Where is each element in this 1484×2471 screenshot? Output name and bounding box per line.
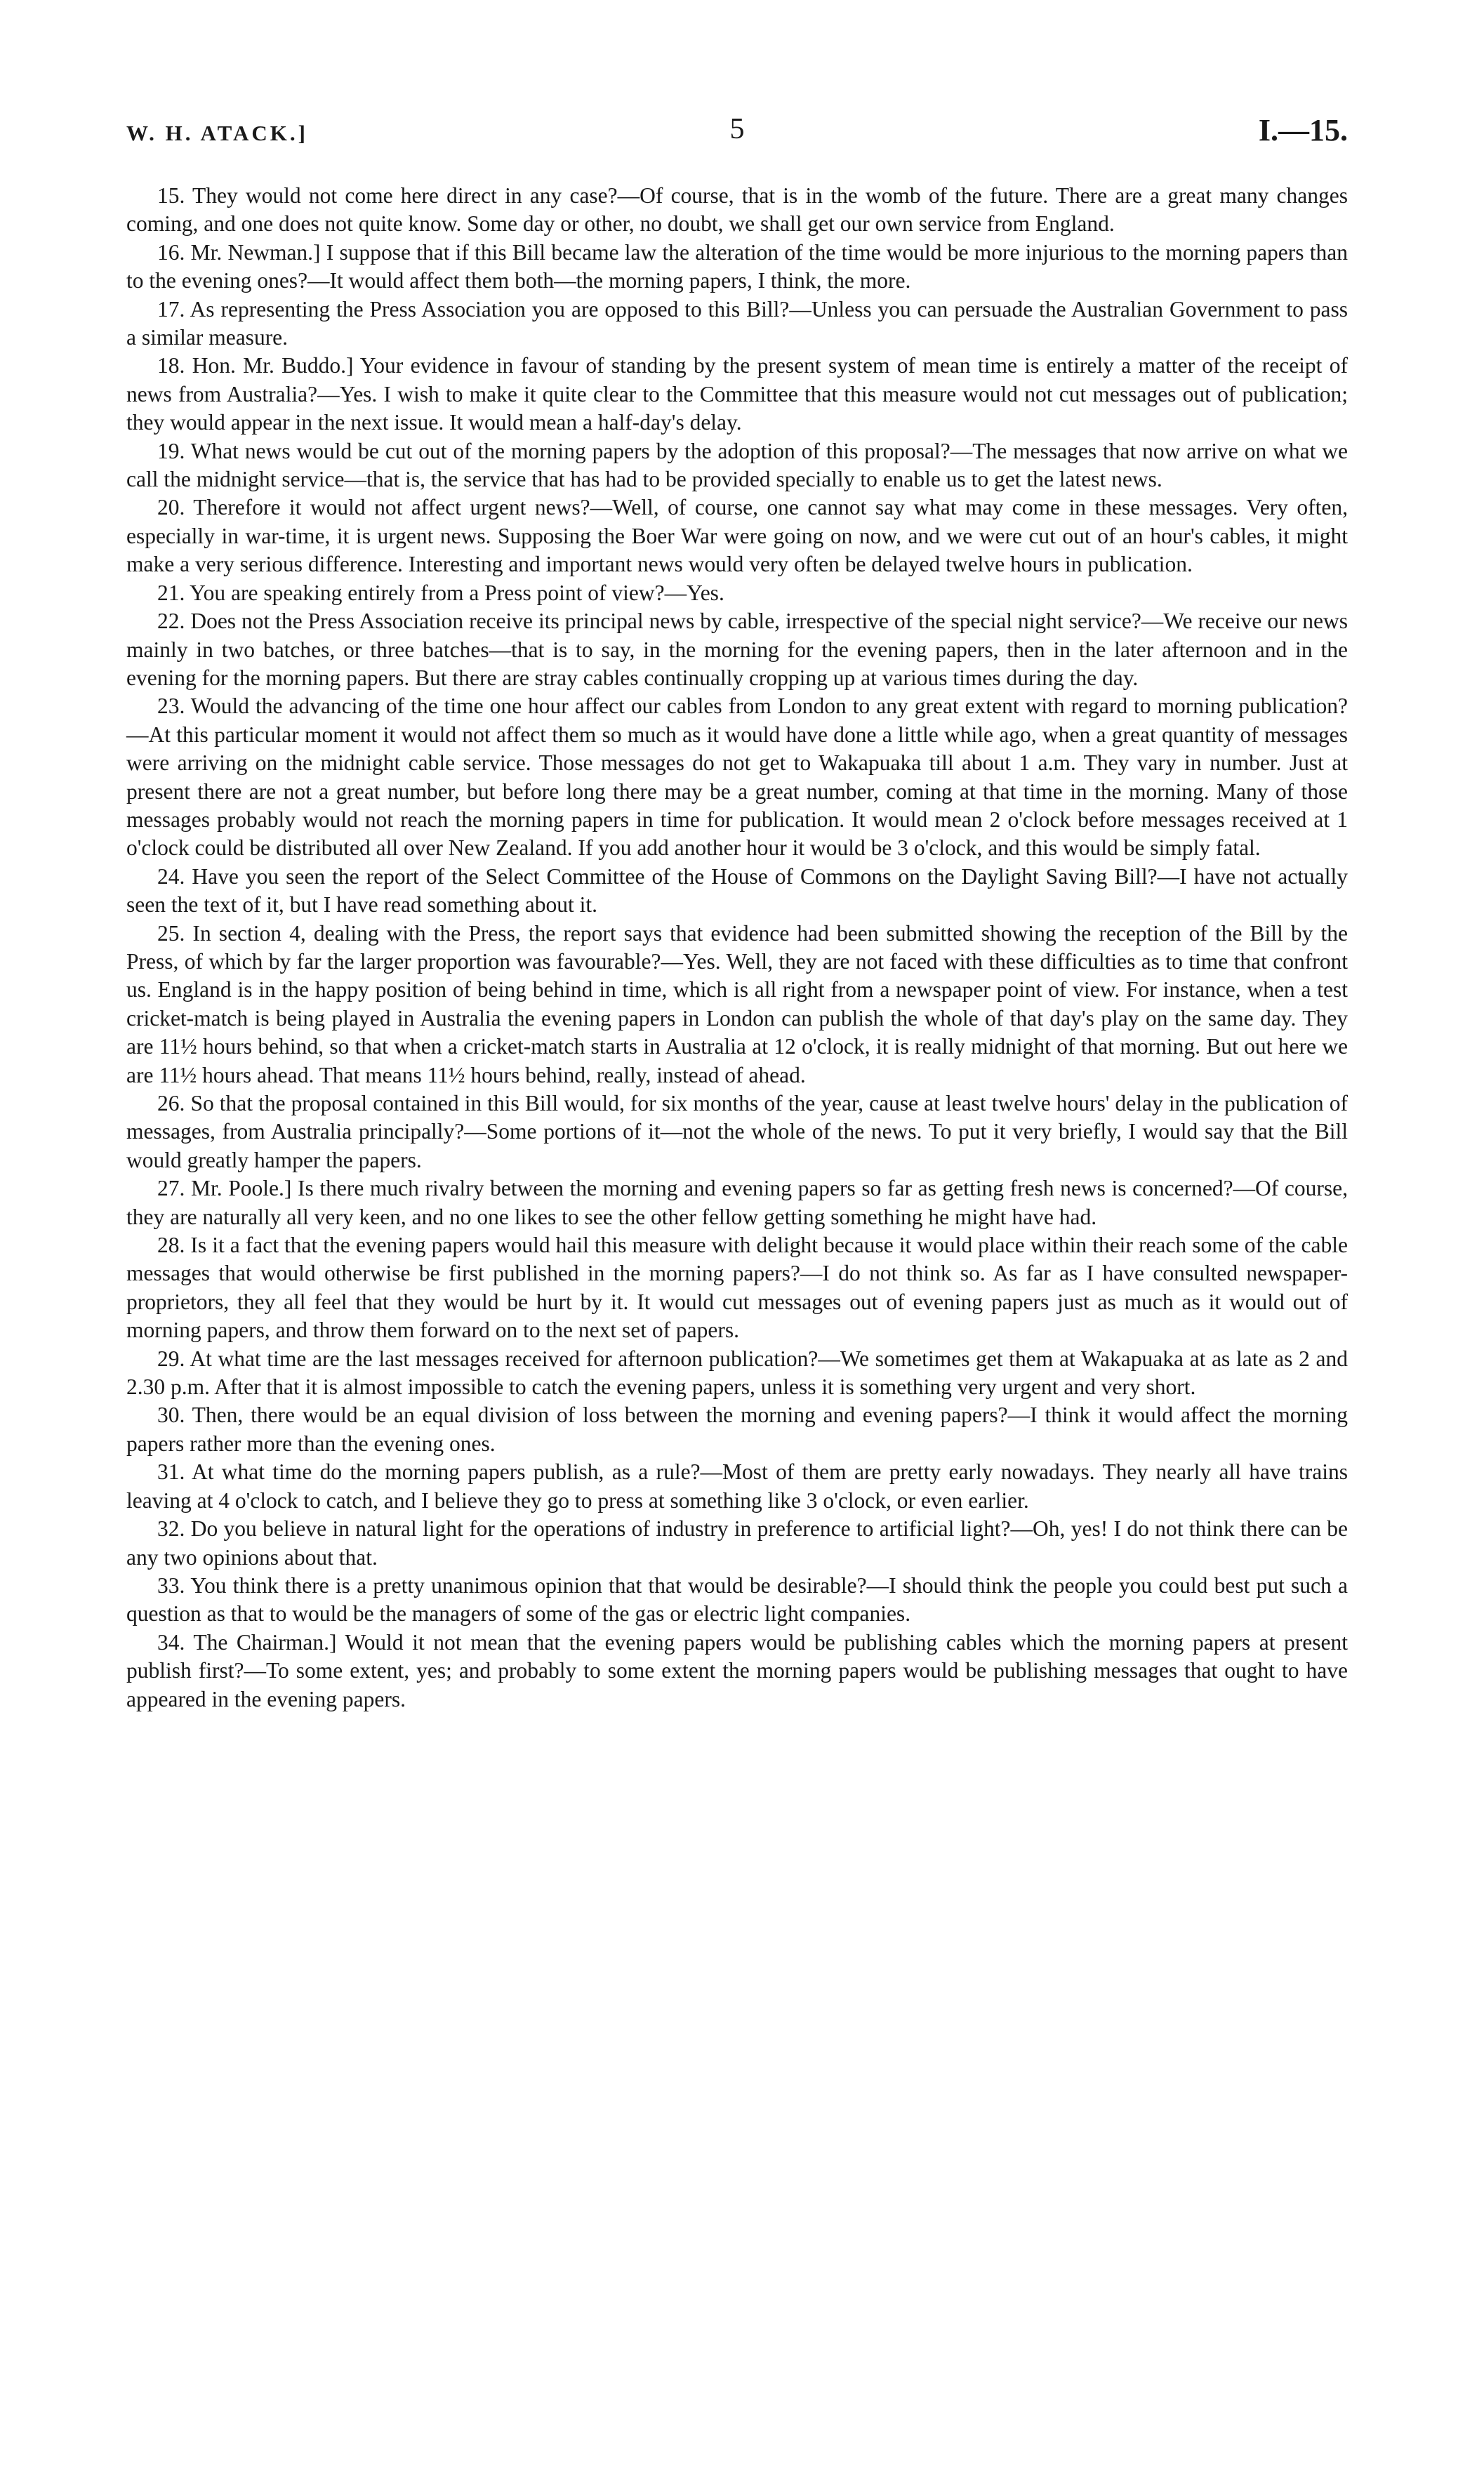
question-32: 32. Do you believe in natural light for the operations of industry in preference to artificial light?—Oh, yes! I do not think there can be any two opinions about that. bbox=[126, 1516, 1348, 1570]
question-30: 30. Then, there would be an equal division of loss between the morning and evening papers?—I think it would affect the morning papers rather more than the evening ones. bbox=[126, 1403, 1348, 1456]
question-22: 22. Does not the Press Association receive its principal news by cable, irrespective of the special night service?—We receive our news mainly in two batches, or three batches—that is to say, in the morning for the evening papers, then in the later afternoon and in the evening for the morning papers. But there are stray cables continually cropping up at various times during the day. bbox=[126, 609, 1348, 690]
question-33: 33. You think there is a pretty unanimous opinion that that would be desirable?—I should think the people you could best put such a question as that to would be the managers of some of the gas or electric light companies. bbox=[126, 1572, 1348, 1627]
paper-reference: I.—15. bbox=[1258, 113, 1348, 147]
question-15: 15. They would not come here direct in any case?—Of course, that is in the womb of the future. There are a great many changes coming, and one does not quite know. Some day or other, no doubt, we shall get our own service from England. bbox=[126, 183, 1348, 237]
witness-name: W. H. ATACK.] bbox=[126, 121, 308, 145]
question-21: 21. You are speaking entirely from a Press point of view?—Yes. bbox=[157, 580, 724, 605]
question-25: 25. In section 4, dealing with the Press, the report says that evidence had been submitted showing the reception of the Bill by the Press, of which by far the larger proportion was favourable?—Yes. Well, they are not faced with these difficulties as to time that confront us. England is in the happy position of being behind in time, which is all right from a newspaper point of view. For instance, when a test cricket-match is being played in Australia the evening papers in London can publish the whole of that day's play on the same day. They are 11½ hours behind, so that when a cricket-match starts in Australia at 12 o'clock, it is really midnight of that morning. But out here we are 11½ hours ahead. That means 11½ hours behind, really, instead of ahead. bbox=[126, 920, 1348, 1087]
page-header bbox=[126, 112, 1348, 148]
document-page bbox=[126, 112, 1348, 1714]
question-16: 16. Mr. Newman.] I suppose that if this Bill became law the alteration of the time would be more injurious to the morning papers than to the evening ones?—It would affect them both—the morning papers, I think, the more. bbox=[126, 239, 1348, 293]
question-23: 23. Would the advancing of the time one hour affect our cables from London to any great extent with regard to morning publication?—At this particular moment it would not affect them so much as it would have done a little while ago, when a great quantity of messages were arriving on the midnight cable service. Those messages do not get to Wakapuaka till about 1 a.m. They vary in number. Just at present there are not a great number, but before long there may be a great number, coming at that time in the morning. Many of those messages probably would not reach the morning papers in time for publication. It would mean 2 o'clock before messages received at 1 o'clock could be distributed all over New Zealand. If you add another hour it would be 3 o'clock, and this would be simply fatal. bbox=[126, 694, 1348, 861]
question-31: 31. At what time do the morning papers publish, as a rule?—Most of them are pretty early nowadays. They nearly all have trains leaving at 4 o'clock to catch, and I believe they go to press at something like 3 o'clock, or even earlier. bbox=[126, 1459, 1348, 1513]
page-number: 5 bbox=[729, 113, 745, 145]
question-28: 28. Is it a fact that the evening papers would hail this measure with delight because it would place within their reach some of the cable messages that would otherwise be first published in the morning papers?—I do not think so. As far as I have consulted newspaper-proprietors, they all feel that they would be hurt by it. It would cut messages out of evening papers just as much as it would out of morning papers, and throw them forward on to the next set of papers. bbox=[126, 1233, 1348, 1343]
question-20: 20. Therefore it would not affect urgent news?—Well, of course, one cannot say what may come in these messages. Very often, especially in war-time, it is urgent news. Supposing the Boer War were going on now, and we were cut out of an hour's cables, it might make a very serious difference. Interesting and important news would very often be delayed twelve hours in publication. bbox=[126, 495, 1348, 577]
question-26: 26. So that the proposal contained in this Bill would, for six months of the year, cause at least twelve hours' delay in the publication of messages, from Australia principally?—Some portions of it—not the whole of the news. To put it very briefly, I would say that the Bill would greatly hamper the papers. bbox=[126, 1091, 1348, 1172]
evidence-body bbox=[126, 182, 1348, 1714]
question-29: 29. At what time are the last messages received for afternoon publication?—We sometimes get them at Wakapuaka at as late as 2 and 2.30 p.m. After that it is almost impossible to catch the evening papers, unless it is something very urgent and very short. bbox=[126, 1346, 1348, 1400]
question-17: 17. As representing the Press Association you are opposed to this Bill?—Unless you can persuade the Australian Government to pass a similar measure. bbox=[126, 296, 1348, 350]
question-24: 24. Have you seen the report of the Select Committee of the House of Commons on the Daylight Saving Bill?—I have not actually seen the text of it, but I have read something about it. bbox=[126, 863, 1348, 917]
question-18: 18. Hon. Mr. Buddo.] Your evidence in favour of standing by the present system of mean time is entirely a matter of the receipt of news from Australia?—Yes. I wish to make it quite clear to the Committee that this measure would not cut messages out of publication; they would appear in the next issue. It would mean a half-day's delay. bbox=[126, 353, 1348, 435]
question-27: 27. Mr. Poole.] Is there much rivalry between the morning and evening papers so far as getting fresh news is concerned?—Of course, they are naturally all very keen, and no one likes to see the other fellow getting something he might have had. bbox=[126, 1176, 1348, 1229]
question-34: 34. The Chairman.] Would it not mean that the evening papers would be publishing cables which the morning papers at present publish first?—To some extent, yes; and probably to some extent the morning papers would be publishing messages that ought to have appeared in the evening papers. bbox=[126, 1629, 1348, 1711]
question-19: 19. What news would be cut out of the morning papers by the adoption of this proposal?—The messages that now arrive on what we call the midnight service—that is, the service that has had to be provided specially to enable us to get the latest news. bbox=[126, 438, 1348, 492]
